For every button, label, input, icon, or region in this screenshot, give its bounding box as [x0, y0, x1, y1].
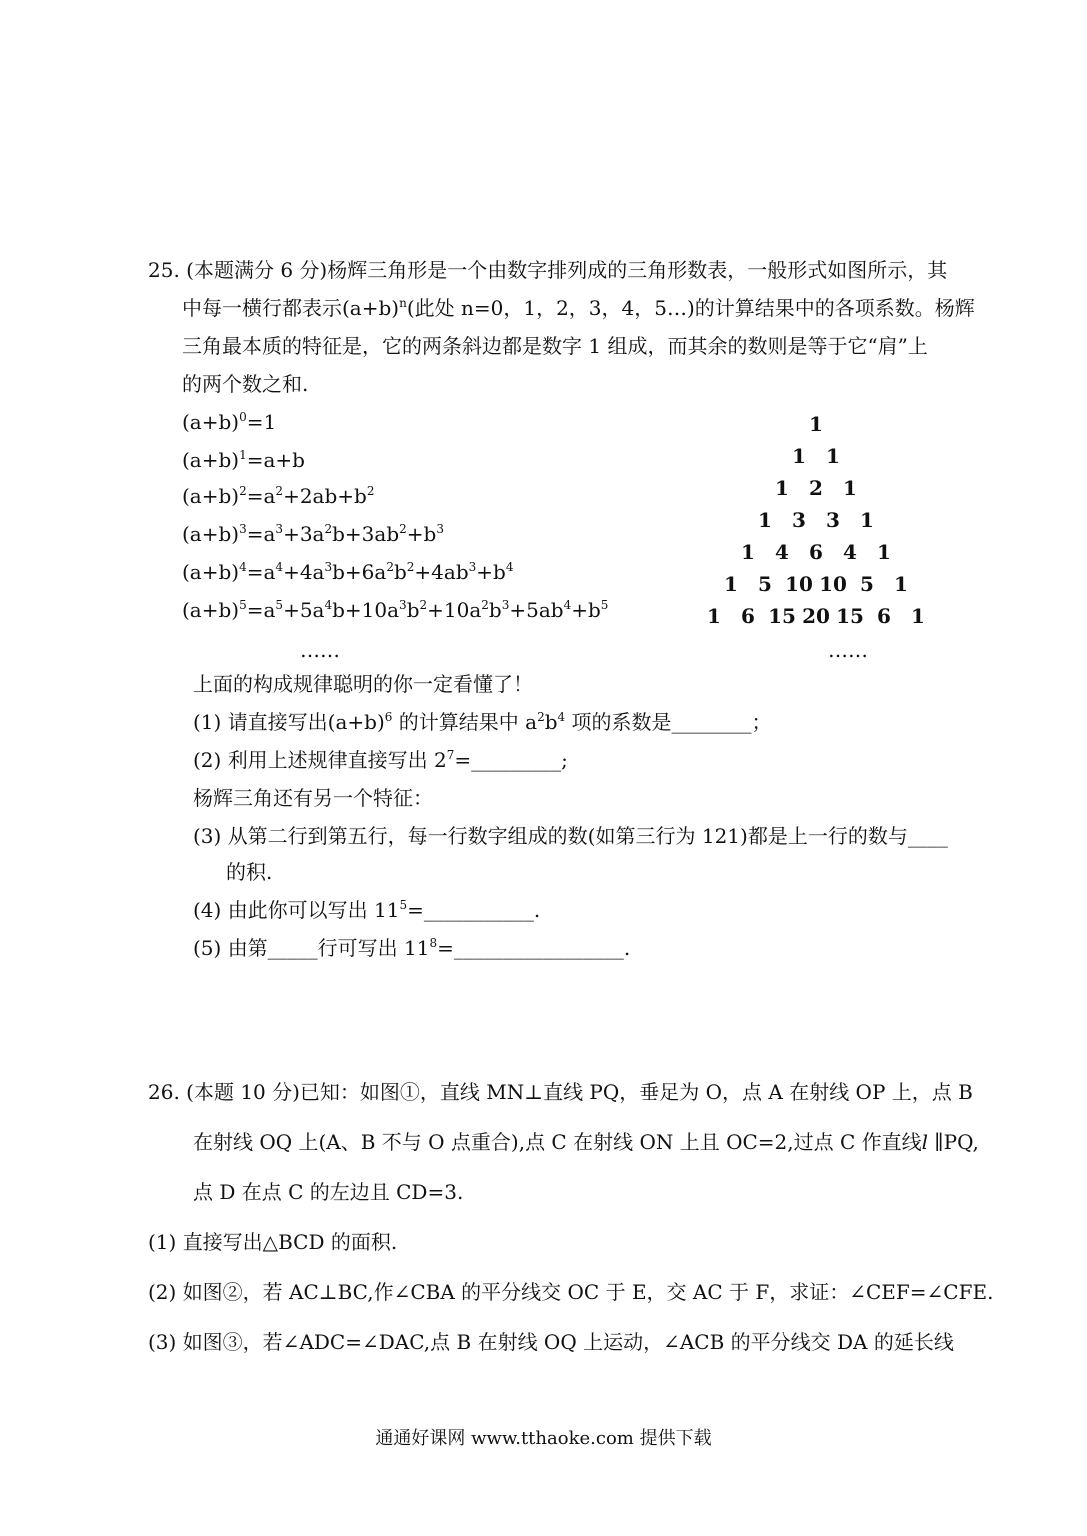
- q26-part1: (1) 直接写出△BCD 的面积.: [148, 1230, 398, 1254]
- expansion-3: $(a+b)^3=a^3+3a^2b+3ab^2+b^3$: [182, 522, 444, 546]
- expansion-4: $(a+b)^4=a^4+4a^3b+6a^2b^2+4ab^3+b^4$: [182, 560, 514, 584]
- dots-right: ……: [828, 638, 868, 662]
- q26-line2: 在射线 OQ 上(A、B 不与 O 点重合),点 C 在射线 ON 上且 OC=2,过点 C 作直线l ∥PQ,: [193, 1130, 979, 1154]
- expansion-1: $(a+b)^1=a+b$: [182, 448, 305, 472]
- triangle-number: 6: [809, 540, 823, 564]
- q25-part1: (1) 请直接写出$(a+b)^6$ 的计算结果中 $a^2b^4$ 项的系数是________；: [193, 710, 772, 734]
- footer: 通通好课网 www.tthaoke.com 提供下载: [375, 1428, 712, 1449]
- triangle-number: 1: [877, 540, 891, 564]
- triangle-number: 1: [707, 604, 721, 628]
- triangle-number: 3: [826, 508, 840, 532]
- q25-line4: 的两个数之和.: [182, 372, 309, 396]
- triangle-number: 6: [877, 604, 891, 628]
- triangle-number: 1: [758, 508, 772, 532]
- expansion-2: $(a+b)^2=a^2+2ab+b^2$: [182, 484, 375, 508]
- triangle-number: 6: [741, 604, 755, 628]
- triangle-number: 1: [911, 604, 925, 628]
- triangle-number: 1: [894, 572, 908, 596]
- expansion-0: $(a+b)^0=1$: [182, 410, 277, 434]
- q26-part3: (3) 如图③，若∠ADC=∠DAC,点 B 在射线 OQ 上运动，∠ACB 的平分线交 DA 的延长线: [148, 1330, 954, 1354]
- q25-part3-line1: (3) 从第二行到第五行，每一行数字组成的数(如第三行为 121)都是上一行的数与____: [193, 824, 948, 848]
- q26-line1: 26. (本题 10 分)已知：如图①，直线 MN⊥直线 PQ，垂足为 O，点 A 在射线 OP 上，点 B: [148, 1080, 973, 1104]
- triangle-number: 3: [792, 508, 806, 532]
- triangle-number: 1: [809, 412, 823, 436]
- triangle-number: 1: [775, 476, 789, 500]
- triangle-number: 1: [843, 476, 857, 500]
- q25-part3-line2: 的积.: [226, 860, 273, 884]
- q26-part2: (2) 如图②，若 AC⊥BC,作∠CBA 的平分线交 OC 于 E，交 AC 于 F，求证：∠CEF=∠CFE.: [148, 1280, 994, 1304]
- q26-line3: 点 D 在点 C 的左边且 CD=3.: [193, 1180, 464, 1204]
- triangle-number: 10: [819, 572, 847, 596]
- q25-part2: (2) 利用上述规律直接写出 $2^7=\_\_\_\_\_\_\_\_\_$;: [193, 748, 568, 772]
- triangle-number: 1: [741, 540, 755, 564]
- q25-line2: 中每一横行都表示$(a+b)^n$(此处 n=0，1，2，3，4，5…)的计算结果中的各项系数。杨辉: [182, 296, 975, 320]
- q25-part4: (4) 由此你可以写出 $11^5=\_\_\_\_\_\_\_\_\_\_\_$.: [193, 898, 541, 922]
- expansion-5: $(a+b)^5=a^5+5a^4b+10a^3b^2+10a^2b^3+5ab^4+b^5$: [182, 598, 609, 622]
- triangle-number: 15: [768, 604, 796, 628]
- q25-line1: 25. (本题满分 6 分)杨辉三角形是一个由数字排列成的三角形数表，一般形式如图所示，其: [148, 258, 948, 282]
- q25-intro: 上面的构成规律聪明的你一定看懂了！: [193, 672, 533, 696]
- triangle-number: 4: [775, 540, 789, 564]
- triangle-number: 15: [836, 604, 864, 628]
- q25-feature: 杨辉三角还有另一个特征：: [193, 786, 433, 810]
- q25-part5: (5) 由第_____行可写出 $11^8=\_\_\_\_\_\_\_\_\_\_\_\_\_\_\_\_\_$.: [193, 936, 631, 960]
- triangle-number: 1: [724, 572, 738, 596]
- triangle-number: 4: [843, 540, 857, 564]
- q25-line3: 三角最本质的特征是，它的两条斜边都是数字 1 组成，而其余的数则是等于它“肩”上: [182, 334, 928, 358]
- dots-left: ……: [300, 638, 340, 662]
- triangle-number: 2: [809, 476, 823, 500]
- triangle-number: 5: [758, 572, 772, 596]
- triangle-number: 1: [792, 444, 806, 468]
- triangle-number: 10: [785, 572, 813, 596]
- triangle-number: 1: [826, 444, 840, 468]
- triangle-number: 20: [802, 604, 830, 628]
- triangle-number: 1: [860, 508, 874, 532]
- triangle-number: 5: [860, 572, 874, 596]
